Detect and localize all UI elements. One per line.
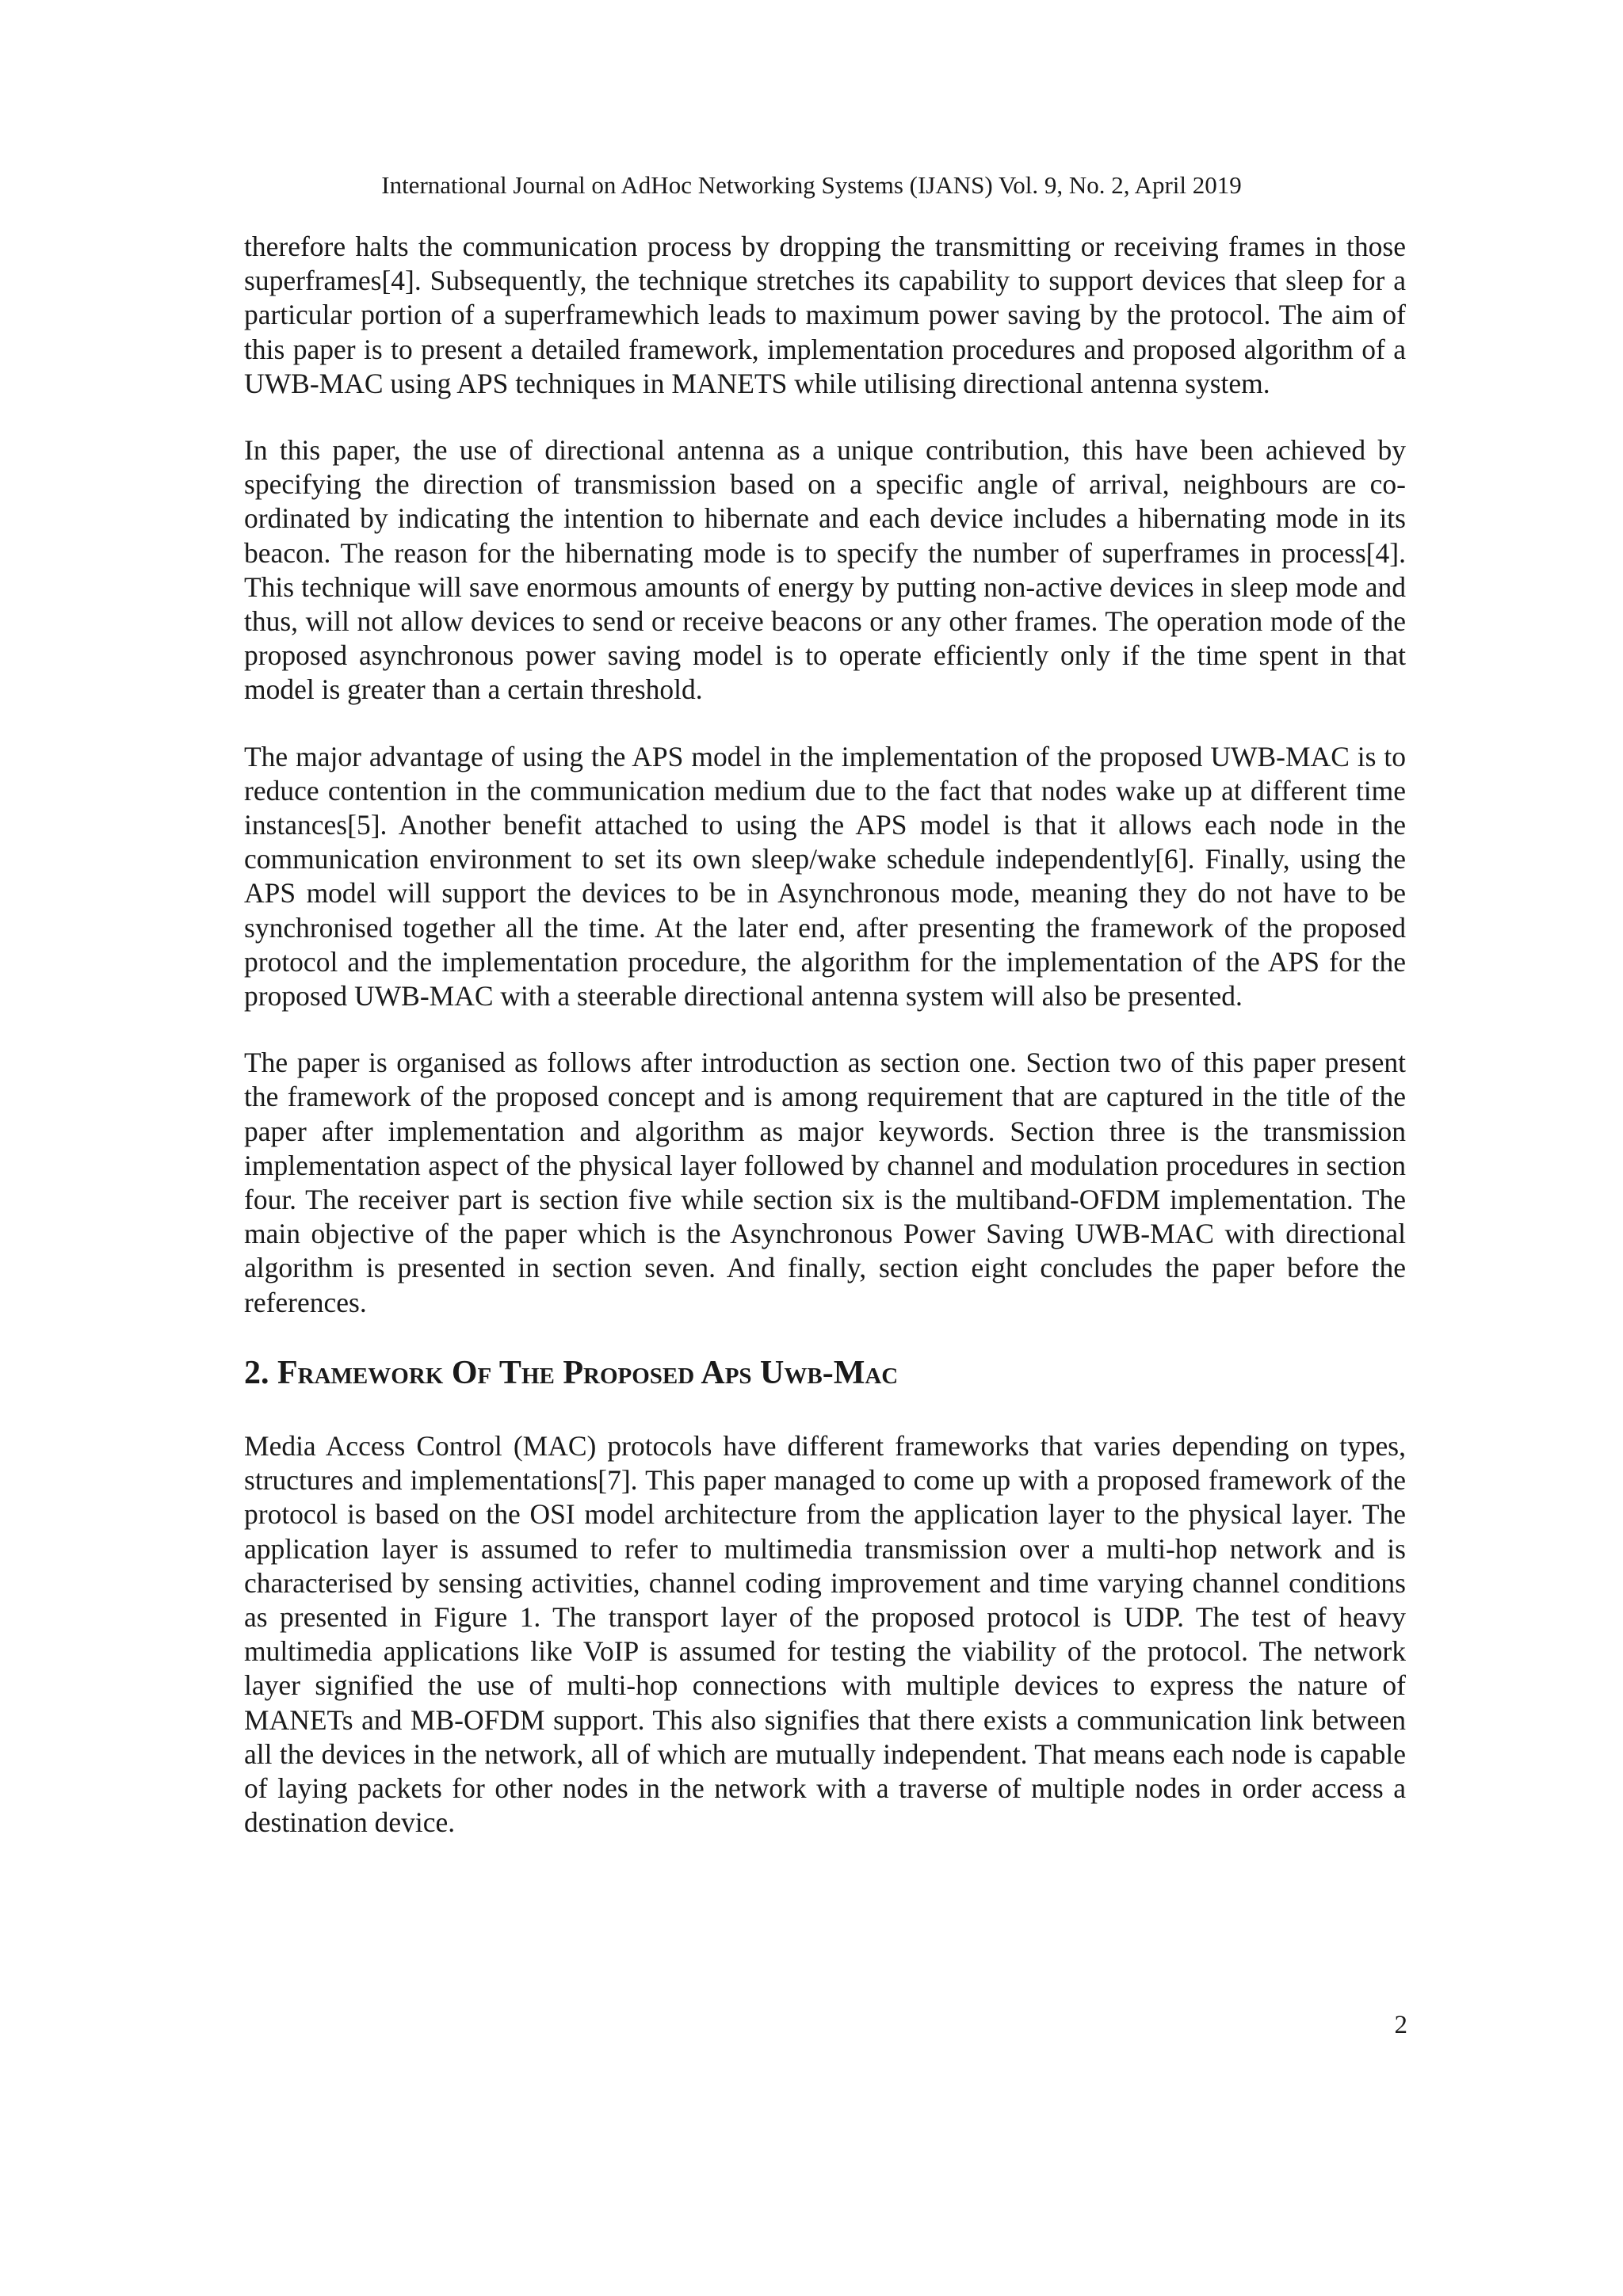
running-header: International Journal on AdHoc Networking Systems (IJANS) Vol. 9, No. 2, April 2019 (381, 171, 1242, 199)
paragraph-paper-organisation: The paper is organised as follows after introduction as section one. Section two of this paper present the framework of the proposed concept and is among requirement that are captured in the title of the paper after implementation and algorithm as major keywords. Section three is the transmission implementation aspect of the physical layer followed by channel and modulation procedures in section four. The receiver part is section five while section six is the multiband-OFDM implementation. The main objective of the paper which is the Asynchronous Power Saving UWB-MAC with directional algorithm is presented in section seven. And finally, section eight concludes the paper before the references. (244, 1047, 1406, 1318)
paragraph-aps-advantage: The major advantage of using the APS model in the implementation of the proposed UWB-MAC is to reduce contention in the communication medium due to the fact that nodes wake up at different time instances[5]. Another benefit attached to using the APS model is that it allows each node in the communication environment to set its own sleep/wake schedule independently[6]. Finally, using the APS model will support the devices to be in Asynchronous mode, meaning they do not have to be synchronised together all the time. At the later end, after presenting the framework of the proposed protocol and the implementation procedure, the algorithm for the implementation of the APS for the proposed UWB-MAC with a steerable directional antenna system will also be presented. (244, 740, 1406, 1013)
paragraph-directional-antenna: In this paper, the use of directional antenna as a unique contribution, this have been achieved by specifying the direction of transmission based on a specific angle of arrival, neighbours are co-ordinated by indicating the intention to hibernate and each device includes a hibernating mode in its beacon. The reason for the hibernating mode is to specify the number of superframes in process[4]. This technique will save enormous amounts of energy by putting non-active devices in sleep mode and thus, will not allow devices to send or receive beacons or any other frames. The operation mode of the proposed asynchronous power saving model is to operate efficiently only if the time spent in that model is greater than a certain threshold. (244, 434, 1406, 706)
section-2-heading: 2. Framework Of The Proposed Aps Uwb-Mac (244, 1354, 899, 1391)
page-number: 2 (1394, 2011, 1407, 2039)
page-body (244, 230, 1406, 1872)
paragraph-framework: Media Access Control (MAC) protocols have different frameworks that varies depending on types, structures and implementations[7]. This paper managed to come up with a proposed framework of the protocol is based on the OSI model architecture from the application layer to the physical layer. The application layer is assumed to refer to multimedia transmission over a multi-hop network and is characterised by sensing activities, channel coding improvement and time varying channel conditions as presented in Figure 1. The transport layer of the proposed protocol is UDP. The test of heavy multimedia applications like VoIP is assumed for testing the viability of the protocol. The network layer signified the use of multi-hop connections with multiple devices to express the nature of MANETs and MB-OFDM support. This also signifies that there exists a communication link between all the devices in the network, all of which are mutually independent. That means each node is capable of laying packets for other nodes in the network with a traverse of multiple nodes in order access a destination device. (244, 1429, 1406, 1839)
paragraph-continuation: therefore halts the communication process by dropping the transmitting or receiving frames in those superframes[4]. Subsequently, the technique stretches its capability to support devices that sleep for a particular portion of a superframewhich leads to maximum power saving by the protocol. The aim of this paper is to present a detailed framework, implementation procedures and proposed algorithm of a UWB-MAC using APS techniques in MANETS while utilising directional antenna system. (244, 231, 1406, 399)
